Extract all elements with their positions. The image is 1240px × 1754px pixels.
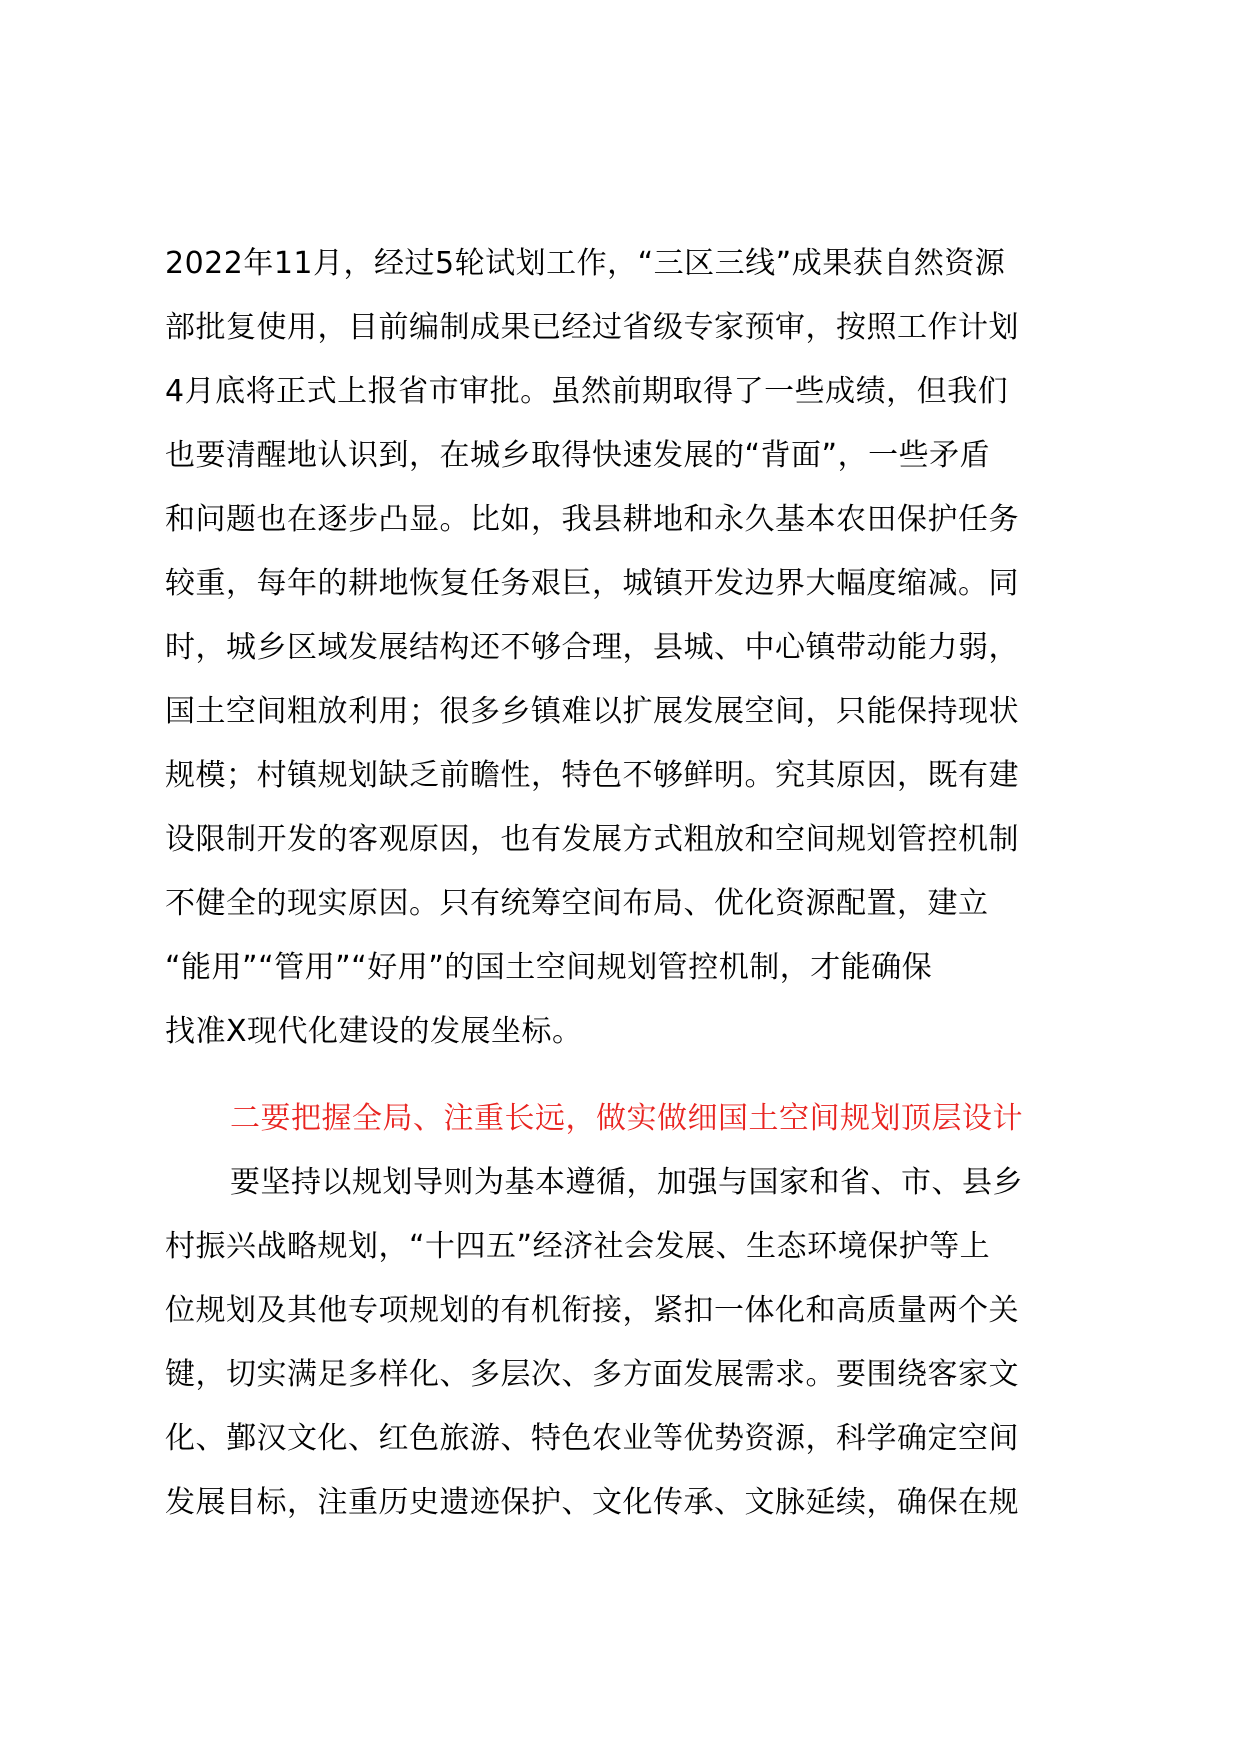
text-line: 村振兴战略规划，“十四五”经济社会发展、生态环境保护等上	[165, 1229, 991, 1264]
text-line: 也要清醒地认识到，在城乡取得快速发展的“背面”，一些矛盾	[165, 438, 991, 473]
section-heading: 二要把握全局、注重长远，做实做细国土空间规划顶层设计	[230, 1101, 1023, 1136]
text-line: 国土空间粗放利用；很多乡镇难以扩展发展空间，只能保持现状	[165, 694, 1019, 729]
text-line: 部批复使用，目前编制成果已经过省级专家预审，按照工作计划	[165, 310, 1019, 345]
text-line: 键，切实满足多样化、多层次、多方面发展需求。要围绕客家文	[165, 1357, 1019, 1392]
text-line: 较重，每年的耕地恢复任务艰巨，城镇开发边界大幅度缩减。同	[165, 566, 1019, 601]
text-line: 位规划及其他专项规划的有机衔接，紧扣一体化和高质量两个关	[165, 1293, 1019, 1328]
text-line: 4月底将正式上报省市审批。虽然前期取得了一些成绩，但我们	[165, 374, 1009, 409]
text-line: “能用”“管用”“好用”的国土空间规划管控机制，才能确保	[165, 950, 933, 985]
text-line: 要坚持以规划导则为基本遵循，加强与国家和省、市、县乡	[230, 1165, 1023, 1200]
text-line: 规模；村镇规划缺乏前瞻性，特色不够鲜明。究其原因，既有建	[165, 758, 1019, 793]
body-paragraph-1	[165, 232, 1095, 1064]
text-line: 找准X现代化建设的发展坐标。	[165, 1014, 583, 1049]
text-line: 时，城乡区域发展结构还不够合理，县城、中心镇带动能力弱，	[165, 630, 1019, 665]
text-line: 化、鄞汉文化、红色旅游、特色农业等优势资源，科学确定空间	[165, 1421, 1019, 1456]
text-line: 不健全的现实原因。只有统筹空间布局、优化资源配置，建立	[165, 886, 989, 921]
section-two	[165, 1087, 1095, 1535]
text-line: 2022年11月，经过5轮试划工作，“三区三线”成果获自然资源	[165, 246, 1006, 281]
text-line: 和问题也在逐步凸显。比如，我县耕地和永久基本农田保护任务	[165, 502, 1019, 537]
text-line: 发展目标，注重历史遗迹保护、文化传承、文脉延续，确保在规	[165, 1485, 1019, 1520]
text-line: 设限制开发的客观原因，也有发展方式粗放和空间规划管控机制	[165, 822, 1019, 857]
